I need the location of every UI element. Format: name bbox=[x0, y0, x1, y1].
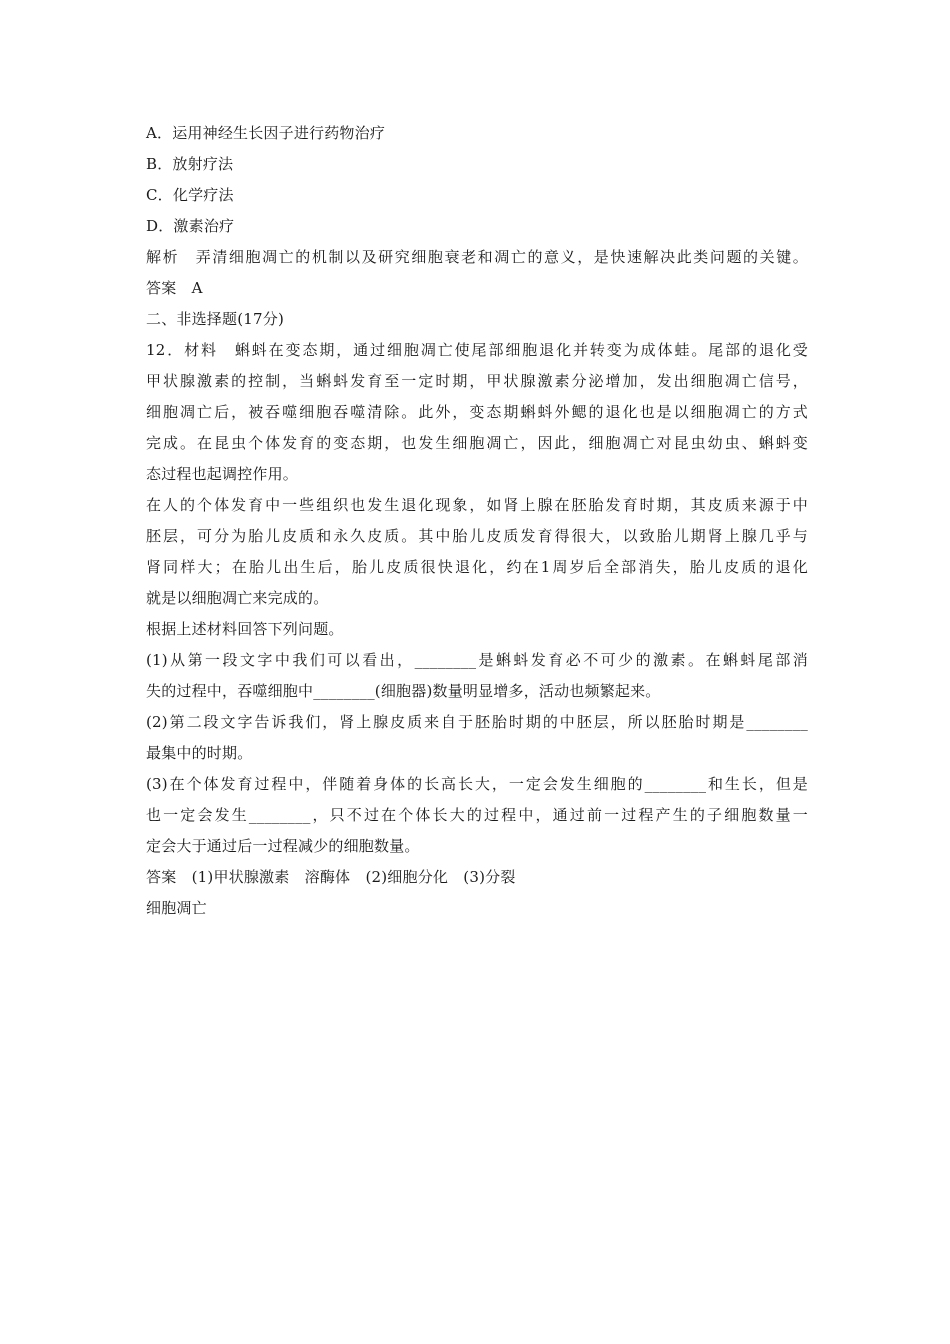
material-p2-line: 胚层，可分为胎儿皮质和永久皮质。其中胎儿皮质发育得很大，以致胎儿期肾上腺几乎与 bbox=[146, 527, 808, 545]
material-p2-line: 肾同样大；在胎儿出生后，胎儿皮质很快退化，约在1周岁后全部消失，胎儿皮质的退化 bbox=[146, 558, 808, 576]
option-a: A．运用神经生长因子进行药物治疗 bbox=[146, 124, 386, 142]
question-1-line: 失的过程中，吞噬细胞中________(细胞器)数量明显增多，活动也频繁起来。 bbox=[146, 682, 661, 700]
question-3-line: (3)在个体发育过程中，伴随着身体的长高长大，一定会发生细胞的________和生长，但是 bbox=[146, 775, 808, 793]
answer-12-line: 答案 (1)甲状腺激素 溶酶体 (2)细胞分化 (3)分裂 bbox=[146, 868, 516, 886]
material-p1-line: 态过程也起调控作用。 bbox=[146, 465, 299, 483]
material-p2-line: 在人的个体发育中一些组织也发生退化现象，如肾上腺在胚胎发育时期，其皮质来源于中 bbox=[146, 496, 808, 514]
material-p2-line: 就是以细胞凋亡来完成的。 bbox=[146, 589, 329, 607]
question-3-line: 也一定会发生________，只不过在个体长大的过程中，通过前一过程产生的子细胞数量一 bbox=[146, 806, 808, 824]
material-p1-line: 完成。在昆虫个体发育的变态期，也发生细胞凋亡，因此，细胞凋亡对昆虫幼虫、蝌蚪变 bbox=[146, 434, 808, 452]
question-2-line: (2)第二段文字告诉我们，肾上腺皮质来自于胚胎时期的中胚层，所以胚胎时期是________ bbox=[146, 713, 808, 731]
question-2-line: 最集中的时期。 bbox=[146, 744, 253, 762]
question-1-line: (1)从第一段文字中我们可以看出，________是蝌蚪发育必不可少的激素。在蝌蚪尾部消 bbox=[146, 651, 808, 669]
option-d: D．激素治疗 bbox=[146, 217, 235, 235]
section-heading: 二、非选择题(17分) bbox=[146, 310, 284, 328]
material-p1-line: 细胞凋亡后，被吞噬细胞吞噬清除。此外，变态期蝌蚪外鳃的退化也是以细胞凋亡的方式 bbox=[146, 403, 808, 421]
question-prompt: 根据上述材料回答下列问题。 bbox=[146, 620, 344, 638]
analysis-text: 解析 弄清细胞凋亡的机制以及研究细胞衰老和凋亡的意义，是快速解决此类问题的关键。 bbox=[146, 248, 808, 266]
question-3-line: 定会大于通过后一过程减少的细胞数量。 bbox=[146, 837, 420, 855]
document-page bbox=[146, 118, 808, 924]
option-b: B．放射疗法 bbox=[146, 155, 234, 173]
answer-12-line: 细胞凋亡 bbox=[146, 899, 207, 917]
option-c: C．化学疗法 bbox=[146, 186, 234, 204]
answer-11: 答案 A bbox=[146, 279, 203, 297]
material-p1-line: 12．材料 蝌蚪在变态期，通过细胞凋亡使尾部细胞退化并转变为成体蛙。尾部的退化受 bbox=[146, 341, 808, 359]
material-p1-line: 甲状腺激素的控制，当蝌蚪发育至一定时期，甲状腺激素分泌增加，发出细胞凋亡信号， bbox=[146, 372, 808, 390]
